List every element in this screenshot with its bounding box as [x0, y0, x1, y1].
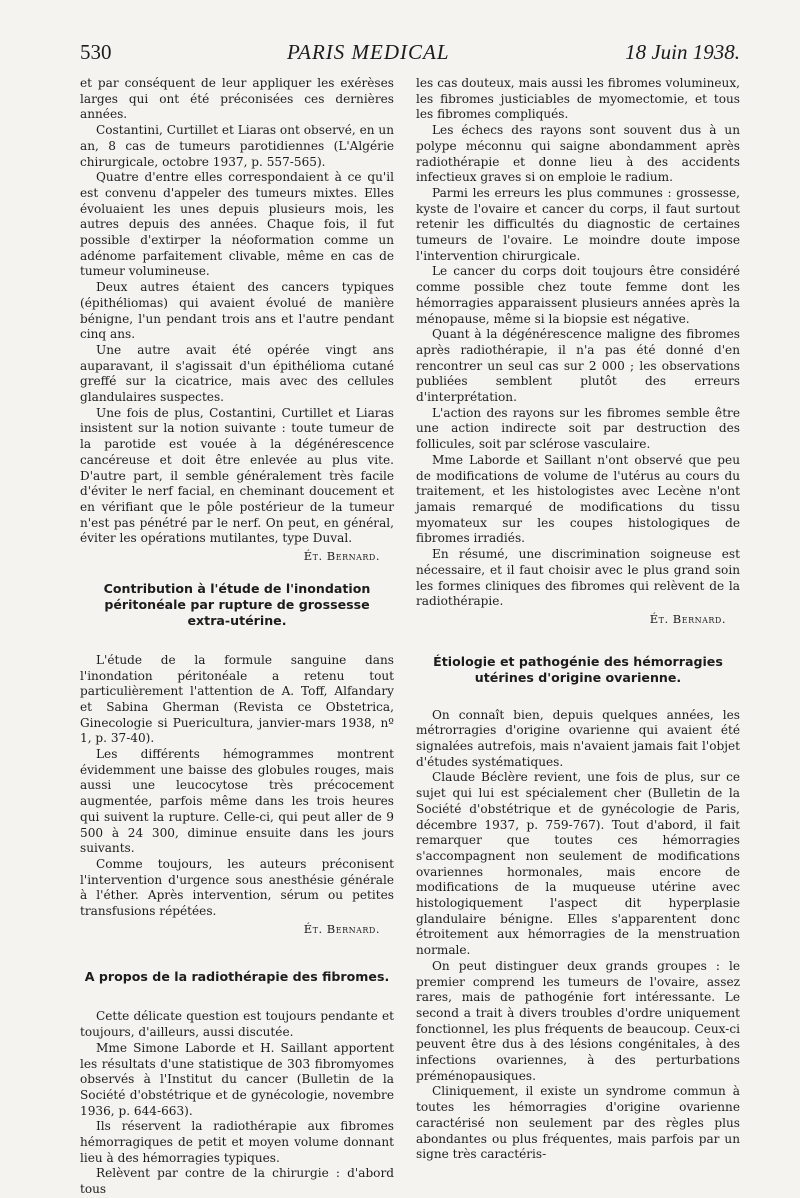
- paragraph: L'action des rayons sur les fibromes semble être une action indirecte soit par destruction des follicules, soit par sclérose vasculaire.: [416, 405, 740, 452]
- paragraph: Le cancer du corps doit toujours être considéré comme possible chez toute femme dont les hémorragies apparaissent plusieurs années après la ménopause, même si la biopsie est négative.: [416, 264, 740, 326]
- page-number: 530: [80, 40, 112, 64]
- issue-date: 18 Juin 1938.: [625, 40, 740, 64]
- paragraph: Une fois de plus, Costantini, Curtillet et Liaras insistent sur la notion suivante : toute tumeur de la parotide est vouée à la dégénérescence cancéreuse et doit être enlevée au plus vite. D'autre part, il semble généralement très facile d'éviter le nerf facial, en cheminant doucement et en vérifiant que le pôle postérieur de la tumeur n'est pas pénétré par le nerf. On peut, en général, éviter les opérations mutilantes, type Duval.: [80, 405, 394, 546]
- paragraph: Quatre d'entre elles correspondaient à ce qu'il est convenu d'appeler des tumeurs mixtes. Elles évoluaient les unes depuis plusieurs mois, les autres depuis des années. Chaque fois, il fut possible d'extirper la néoformation comme un adénome parfaitement clivable, même en cas de tumeur volumineuse.: [80, 170, 394, 279]
- paragraph: Claude Béclère revient, une fois de plus, sur ce sujet qui lui est spécialement cher (Bulletin de la Société d'obstétrique et de gynécologie de Paris, décembre 1937, p. 759-767). Tout d'abord, il fait remarquer que toutes ces hémorragies s'accompagnent non seulement de modifications ovariennes hormonales, mais encore de modifications de la muqueuse utérine avec histologiquement l'aspect dit hyperplasie glandulaire bénigne. Elles s'apparentent donc étroitement aux hémorragies de la menstruation normale.: [416, 770, 740, 958]
- paragraph: Deux autres étaient des cancers typiques (épithéliomas) qui avaient évolué de manière bénigne, l'un pendant trois ans et l'autre pendant cinq ans.: [80, 280, 394, 342]
- paragraph: Une autre avait été opérée vingt ans auparavant, il s'agissait d'un épithélioma cutané greffé sur la cicatrice, mais avec des cellules glandulaires suspectes.: [80, 342, 394, 405]
- section-title: Étiologie et pathogénie des hémorragies utérines d'origine ovarienne.: [433, 653, 723, 685]
- paragraph: On peut distinguer deux grands groupes : le premier comprend les tumeurs de l'ovaire, assez rares, mais de pathogénie fort intéressante. Le second a trait à divers troubles d'ordre uniquement fonctionnel, les plus fréquents de beaucoup. Ceux-ci peuvent être dus à des lésions congénitales, à des infections ovariennes, à des perturbations préménopausiques.: [416, 958, 740, 1083]
- paragraph: On connaît bien, depuis quelques années, les métrorragies d'origine ovarienne qui avaient été signalées autrefois, mais n'avaient jamais fait l'objet d'études systématiques.: [416, 707, 740, 769]
- author-signature: Ét. Bernard.: [303, 549, 380, 564]
- paragraph: Relèvent par contre de la chirurgie : d'abord tous: [80, 1166, 394, 1197]
- author-signature: Ét. Bernard.: [649, 611, 726, 626]
- paragraph: Cette délicate question est toujours pendante et toujours, d'ailleurs, aussi discutée.: [80, 1009, 394, 1040]
- section-title: A propos de la radiothérapie des fibromes.: [84, 969, 390, 985]
- paragraph: Cliniquement, il existe un syndrome commun à toutes les hémorragies d'origine ovarienne caractérisé non seulement par des règles plus abondantes ou plus fréquentes, mais parfois par un signe très caractéris-: [416, 1084, 740, 1162]
- author-signature: Ét. Bernard.: [303, 921, 380, 936]
- left-column: [80, 76, 394, 1198]
- paragraph: Mme Laborde et Saillant n'ont observé que peu de modifications de volume de l'utérus au cours du traitement, et les histologistes avec Lecène n'ont jamais remarqué de modifications du tissu myomateux sur les coupes histologiques de fibromes irradiés.: [416, 452, 740, 546]
- right-column: [416, 76, 740, 1163]
- paragraph: Ils réservent la radiothérapie aux fibromes hémorragiques de petit et moyen volume donnant lieu à des hémorragies typiques.: [80, 1119, 394, 1165]
- paragraph: Les échecs des rayons sont souvent dus à un polype méconnu qui saigne abondamment après radiothérapie et donne lieu à des accidents infectieux graves si on emploie le radium.: [416, 123, 740, 185]
- paragraph: Comme toujours, les auteurs préconisent l'intervention d'urgence sous anesthésie générale à l'éther. Après intervention, sérum ou petites transfusions répétées.: [80, 856, 394, 919]
- paragraph: les cas douteux, mais aussi les fibromes volumineux, les fibromes justiciables de myomectomie, et tous les fibromes compliqués.: [416, 76, 740, 122]
- paragraph: En résumé, une discrimination soigneuse est nécessaire, et il faut choisir avec le plus grand soin les formes cliniques des fibromes qui relèvent de la radiothérapie.: [416, 547, 740, 609]
- paragraph: Quant à la dégénérescence maligne des fibromes après radiothérapie, il n'a pas été donné d'en rencontrer un seul cas sur 2 000 ; les observations publiées semblent plutôt des erreurs d'interprétation.: [416, 327, 740, 405]
- paragraph: Mme Simone Laborde et H. Saillant apportent les résultats d'une statistique de 303 fibromyomes observés à l'Institut du cancer (Bulletin de la Société d'obstétrique et de gynécologie, novembre 1936, p. 644-663).: [80, 1040, 394, 1118]
- paragraph: Costantini, Curtillet et Liaras ont observé, en un an, 8 cas de tumeurs parotidiennes (L'Algérie chirurgicale, octobre 1937, p. 557-565).: [80, 123, 394, 169]
- paragraph: L'étude de la formule sanguine dans l'inondation péritonéale a retenu tout particulièrement l'attention de A. Toff, Alfandary et Sabina Gherman (Revista ce Obstetrica, Ginecologie si Puericultura, janvier-mars 1938, nº 1, p. 37-40).: [80, 652, 394, 746]
- page-header: [80, 40, 740, 74]
- paragraph: et par conséquent de leur appliquer les exérèses larges qui ont été préconisées ces dernières années.: [80, 76, 394, 122]
- paragraph: Les différents hémogrammes montrent évidemment une baisse des globules rouges, mais aussi une leucocytose très précocement augmentée, parfois même dans les trois heures qui suivent la rupture. Celle-ci, qui peut aller de 9 500 à 24 300, diminue ensuite dans les jours suivants.: [80, 747, 394, 856]
- journal-title: PARIS MEDICAL: [287, 40, 450, 64]
- paragraph: Parmi les erreurs les plus communes : grossesse, kyste de l'ovaire et cancer du corps, il faut surtout retenir les difficultés du diagnostic de certaines tumeurs de l'ovaire. Le moindre doute impose l'intervention chirurgicale.: [416, 185, 740, 263]
- section-title: Contribution à l'étude de l'inondation péritonéale par rupture de grossesse extra-utérine.: [103, 580, 371, 628]
